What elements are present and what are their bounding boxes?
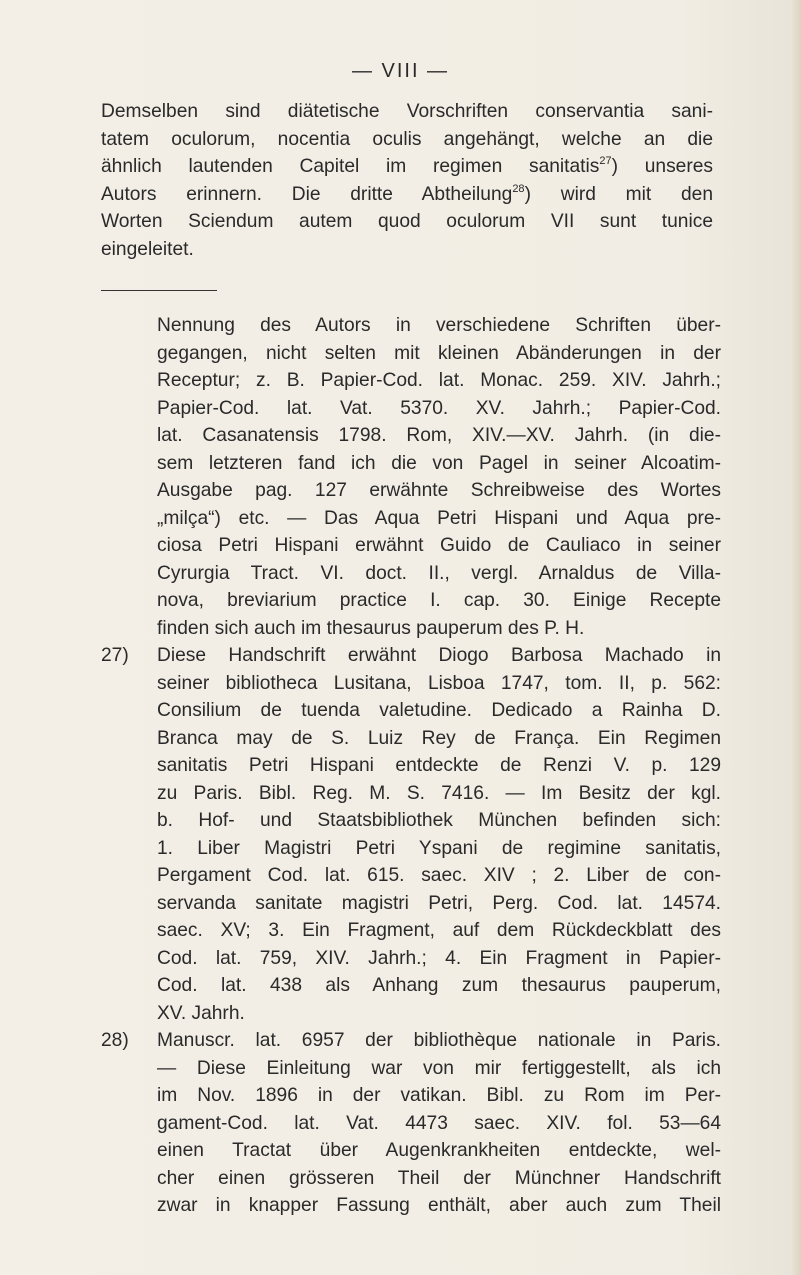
text-line bbox=[101, 181, 713, 209]
footnote-line: gegangen, nicht selten mit kleinen Abänderungen in der bbox=[157, 342, 721, 364]
footnote-line: lat. Casanatensis 1798. Rom, XIV.—XV. Jahrh. (in die- bbox=[157, 425, 721, 446]
footnote-separator bbox=[101, 290, 217, 291]
footnote-number-27: 27) bbox=[101, 645, 129, 666]
footnotes bbox=[101, 312, 721, 1220]
text-line: tatem oculorum, nocentia oculis angehängt, welche an die bbox=[101, 128, 713, 150]
footnote-line: Cod. lat. 438 als Anhang zum thesaurus pauperum, bbox=[157, 975, 721, 996]
footnote-line: einen Tractat über Augenkrankheiten entdeckte, wel- bbox=[157, 1140, 721, 1161]
footnote-line: Branca may de S. Luiz Rey de França. Ein Regimen bbox=[157, 727, 721, 749]
footnote-line: zu Paris. Bibl. Reg. M. S. 7416. — Im Besitz der kgl. bbox=[157, 782, 721, 804]
footnote-line: ciosa Petri Hispani erwähnt Guido de Cauliaco in seiner bbox=[157, 535, 721, 556]
footnote-text: Diese Handschrift erwähnt Diogo Barbosa Machado in bbox=[157, 645, 721, 666]
text-line bbox=[101, 153, 713, 181]
page-number-header: — VIII — bbox=[351, 60, 450, 82]
footnote-number-28: 28) bbox=[101, 1030, 129, 1051]
main-paragraph bbox=[101, 98, 713, 263]
footnote-ref-27[interactable]: 27 bbox=[599, 155, 612, 167]
text-segment: ) wird mit den bbox=[524, 183, 714, 205]
footnote-line: servanda sanitate magistri Petri, Perg. Cod. lat. 14574. bbox=[157, 892, 721, 914]
footnote-line: gament-Cod. lat. Vat. 4473 saec. XIV. fol. 53—64 bbox=[157, 1112, 721, 1134]
footnote-line: Receptur; z. B. Papier-Cod. lat. Monac. 259. XIV. Jahrh.; bbox=[157, 370, 721, 391]
footnote-line: Cod. lat. 759, XIV. Jahrh.; 4. Ein Fragment in Papier- bbox=[157, 947, 721, 969]
page-edge-shading bbox=[791, 0, 801, 1275]
footnote-line: Cyrurgia Tract. VI. doct. II., vergl. Arnaldus de Villa- bbox=[157, 562, 721, 584]
footnote-28-first-line bbox=[101, 1027, 721, 1055]
footnote-line: saec. XV; 3. Ein Fragment, auf dem Rückdeckblatt des bbox=[157, 920, 721, 941]
footnote-line: XV. Jahrh. bbox=[157, 1002, 245, 1024]
footnote-line: Nennung des Autors in verschiedene Schriften über- bbox=[157, 315, 721, 336]
text-segment: ) unseres bbox=[611, 156, 713, 177]
footnote-line: b. Hof- und Staatsbibliothek München befinden sich: bbox=[157, 810, 721, 831]
footnote-line: zwar in knapper Fassung enthält, aber auch zum Theil bbox=[157, 1195, 721, 1216]
footnote-line: sem letzteren fand ich die von Pagel in seiner Alcoatim- bbox=[157, 452, 721, 474]
text-segment: ähnlich lautenden Capitel im regimen sanitatis bbox=[101, 156, 600, 177]
footnote-line: sanitatis Petri Hispani entdeckte de Renzi V. p. 129 bbox=[157, 755, 721, 776]
footnote-line: — Diese Einleitung war von mir fertiggestellt, als ich bbox=[157, 1057, 721, 1079]
footnote-line: 1. Liber Magistri Petri Yspani de regimine sanitatis, bbox=[157, 837, 721, 859]
footnote-line: Consilium de tuenda valetudine. Dedicado a Rainha D. bbox=[157, 700, 721, 721]
footnote-line: seiner bibliotheca Lusitana, Lisboa 1747, tom. II, p. 562: bbox=[157, 672, 721, 694]
text-segment: Autors erinnern. Die dritte Abtheilung bbox=[101, 183, 513, 205]
footnote-line: Papier-Cod. lat. Vat. 5370. XV. Jahrh.; Papier-Cod. bbox=[157, 397, 721, 419]
text-line: Worten Sciendum autem quod oculorum VII sunt tunice bbox=[101, 211, 713, 232]
footnote-line: im Nov. 1896 in der vatikan. Bibl. zu Rom im Per- bbox=[157, 1085, 721, 1106]
footnote-text: Manuscr. lat. 6957 der bibliothèque nationale in Paris. bbox=[157, 1030, 721, 1051]
footnote-ref-28[interactable]: 28 bbox=[512, 182, 525, 195]
footnote-line: Pergament Cod. lat. 615. saec. XIV ; 2. Liber de con- bbox=[157, 865, 721, 886]
footnote-line: cher einen grösseren Theil der Münchner Handschrift bbox=[157, 1167, 721, 1189]
footnote-27-first-line bbox=[101, 642, 721, 670]
footnote-line: „milça“) etc. — Das Aqua Petri Hispani und Aqua pre- bbox=[157, 507, 721, 529]
footnote-line: nova, breviarium practice I. cap. 30. Einige Recepte bbox=[157, 590, 721, 611]
text-line: eingeleitet. bbox=[101, 238, 194, 260]
footnote-line: finden sich auch im thesaurus pauperum des P. H. bbox=[157, 617, 585, 639]
footnote-line: Ausgabe pag. 127 erwähnte Schreibweise des Wortes bbox=[157, 480, 721, 501]
text-line: Demselben sind diätetische Vorschriften conservantia sani- bbox=[101, 101, 713, 122]
